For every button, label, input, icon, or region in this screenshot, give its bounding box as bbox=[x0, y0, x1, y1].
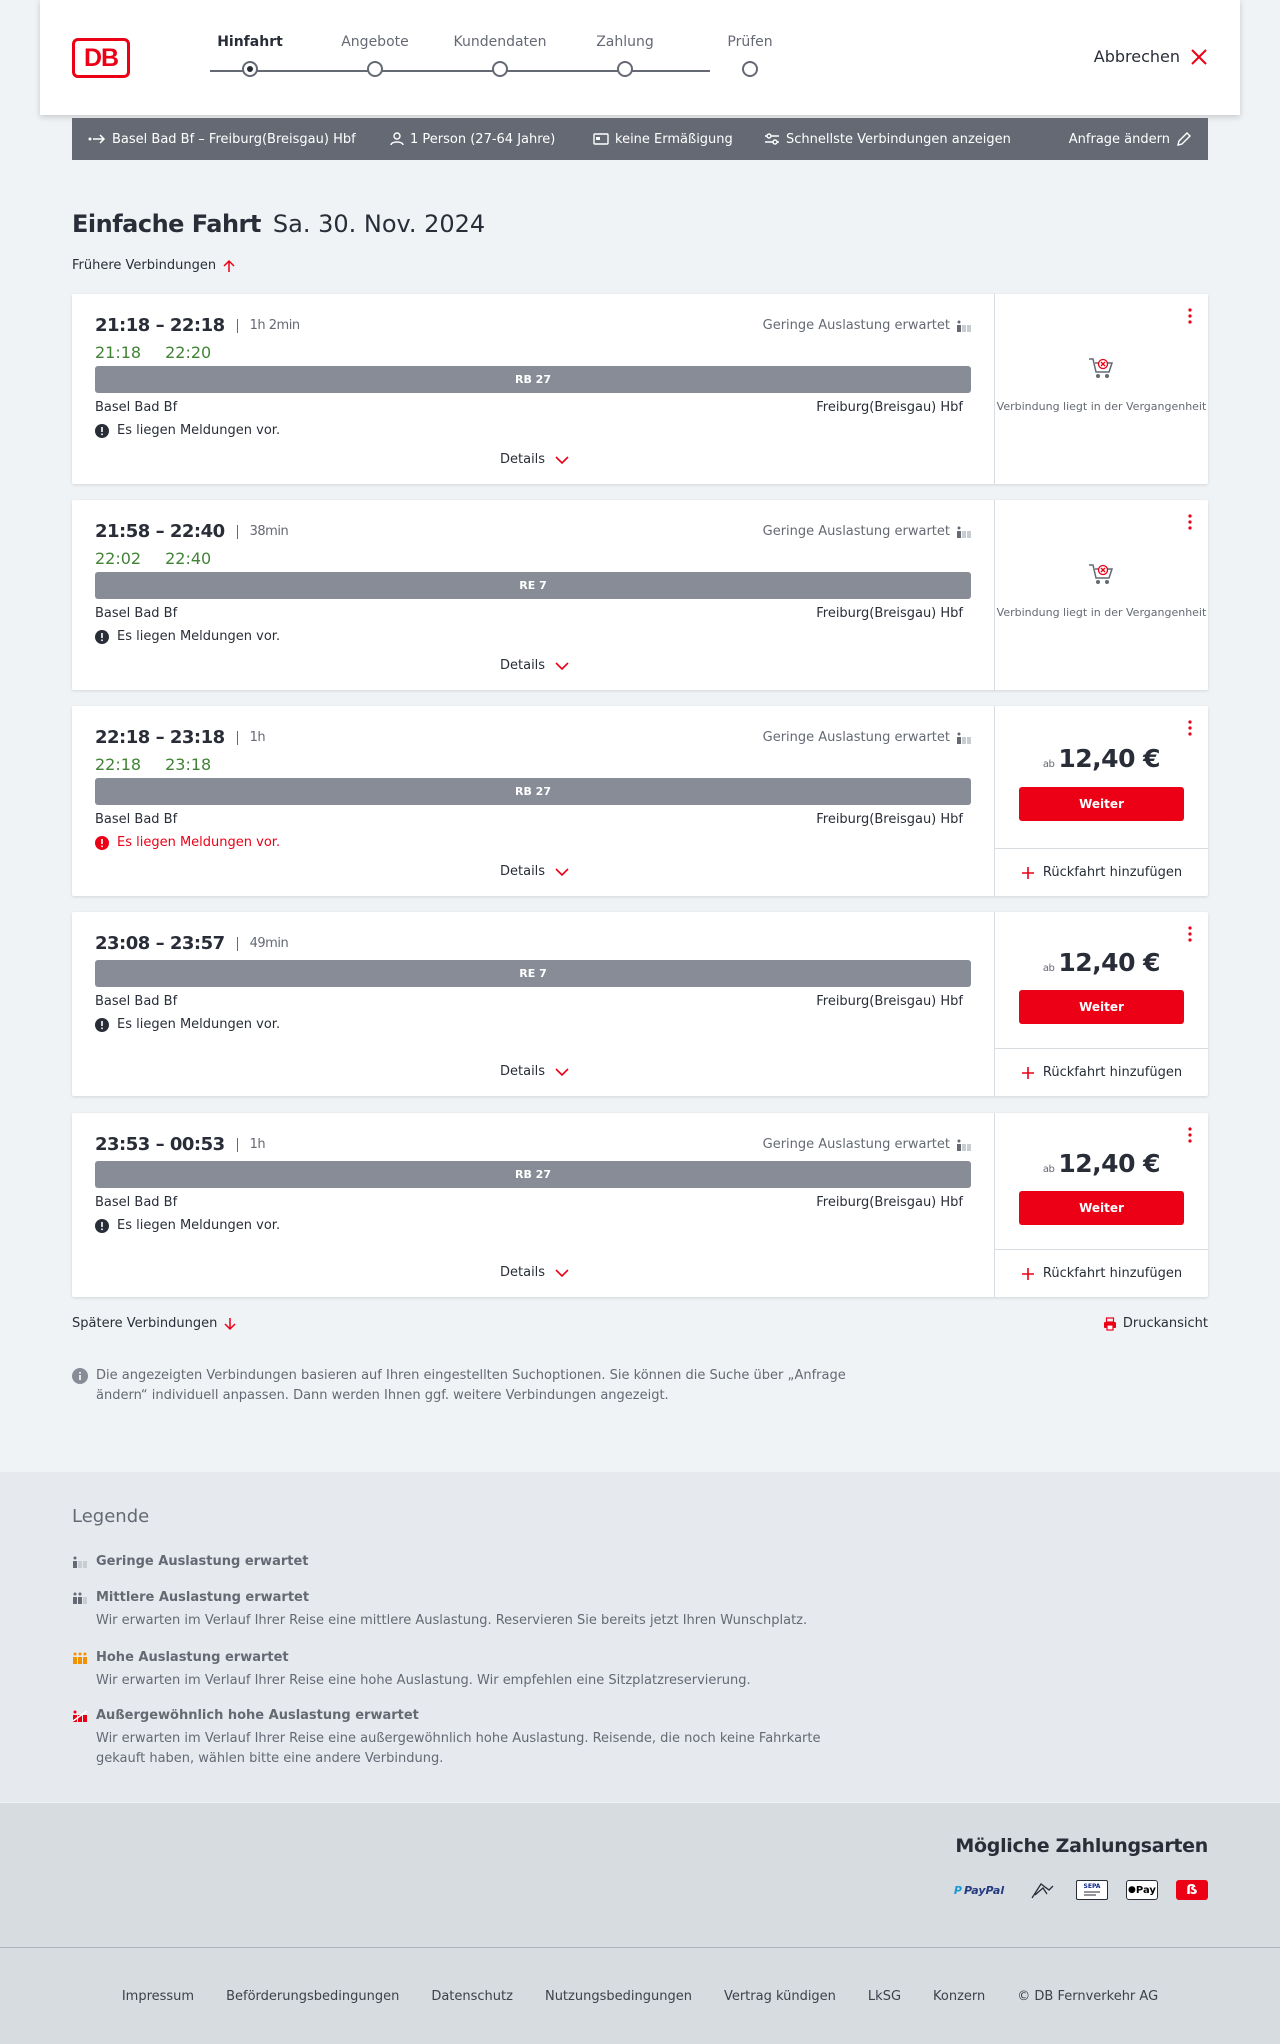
details-label: Details bbox=[500, 658, 546, 673]
legend-item-high bbox=[72, 1650, 856, 1691]
payment-title: Mögliche Zahlungsarten bbox=[955, 1835, 1208, 1857]
realtime-departure: 22:02 bbox=[95, 549, 142, 568]
step-dot bbox=[742, 61, 758, 77]
footer-link-lksg[interactable]: LkSG bbox=[867, 1988, 902, 2004]
sepa-icon bbox=[1076, 1880, 1108, 1900]
footer-link-befoerderung[interactable]: Beförderungsbedingungen bbox=[226, 1988, 400, 2004]
planned-times: 21:18 – 22:18 bbox=[95, 315, 225, 336]
price-value: 12,40 € bbox=[1058, 744, 1161, 773]
message-text: Es liegen Meldungen vor. bbox=[117, 423, 281, 438]
continue-button[interactable]: Weiter bbox=[1019, 787, 1184, 821]
later-connections-link[interactable] bbox=[72, 1316, 237, 1331]
add-return-label: Rückfahrt hinzufügen bbox=[1042, 865, 1183, 880]
details-toggle[interactable] bbox=[500, 1265, 569, 1280]
message-notice[interactable] bbox=[95, 629, 280, 644]
occupancy-low-icon bbox=[72, 1556, 88, 1568]
occupancy-extreme-icon bbox=[72, 1710, 88, 1722]
details-label: Details bbox=[500, 1265, 546, 1280]
alert-icon bbox=[95, 1018, 109, 1032]
chevron-down-icon bbox=[555, 662, 569, 670]
departure-station: Basel Bad Bf bbox=[95, 994, 178, 1009]
arrow-down-icon bbox=[223, 1317, 237, 1331]
price bbox=[995, 1149, 1208, 1178]
duration: 1h bbox=[237, 1138, 266, 1152]
info-notice bbox=[72, 1366, 852, 1406]
train-bar[interactable]: RB 27 bbox=[95, 1161, 971, 1188]
duration: 38min bbox=[237, 525, 289, 539]
cart-unavailable-icon bbox=[1088, 562, 1114, 586]
price-prefix: ab bbox=[1042, 1164, 1055, 1175]
message-text: Es liegen Meldungen vor. bbox=[117, 629, 281, 644]
occupancy-high-icon bbox=[72, 1652, 88, 1664]
discount-text: keine Ermäßigung bbox=[615, 131, 733, 147]
booking-header bbox=[40, 0, 1240, 115]
footer-link-datenschutz[interactable]: Datenschutz bbox=[431, 1988, 513, 2004]
occupancy-text: Geringe Auslastung erwartet bbox=[762, 524, 950, 539]
add-return-button[interactable] bbox=[995, 1249, 1208, 1297]
occupancy-low-icon bbox=[956, 526, 972, 538]
arrow-right-icon bbox=[88, 134, 106, 144]
card-divider bbox=[994, 294, 995, 484]
printer-icon bbox=[1103, 1317, 1117, 1331]
apple-pay-label: Pay bbox=[1135, 1884, 1156, 1896]
more-options-icon[interactable] bbox=[1188, 926, 1192, 942]
footer-link-nutzung[interactable]: Nutzungsbedingungen bbox=[544, 1988, 692, 2004]
legend-item-desc: Wir erwarten im Verlauf Ihrer Reise eine mittlere Auslastung. Reservieren Sie bereits jetzt Ihren Wunschplatz. bbox=[96, 1613, 808, 1628]
departure-station: Basel Bad Bf bbox=[95, 812, 178, 827]
legend-item-low bbox=[72, 1554, 309, 1569]
footer-link-impressum[interactable]: Impressum bbox=[121, 1988, 195, 2004]
details-toggle[interactable] bbox=[500, 1064, 569, 1079]
occupancy-info bbox=[652, 318, 972, 333]
price-prefix: ab bbox=[1042, 759, 1055, 770]
arrow-up-icon bbox=[222, 259, 236, 273]
step-dot bbox=[367, 61, 383, 77]
details-toggle[interactable] bbox=[500, 452, 569, 467]
connection-card[interactable] bbox=[72, 294, 1208, 484]
add-return-label: Rückfahrt hinzufügen bbox=[1042, 1065, 1183, 1080]
footer-copyright: © DB Fernverkehr AG bbox=[1017, 1988, 1159, 2004]
cancel-label: Abbrechen bbox=[1093, 47, 1180, 66]
message-notice[interactable] bbox=[95, 1218, 280, 1233]
card-divider bbox=[994, 500, 995, 690]
info-icon bbox=[72, 1368, 88, 1384]
legend-item-title: Geringe Auslastung erwartet bbox=[96, 1554, 309, 1569]
more-options-icon[interactable] bbox=[1188, 720, 1192, 736]
price-value: 12,40 € bbox=[1058, 1149, 1161, 1178]
person-icon bbox=[390, 132, 404, 146]
earlier-label: Frühere Verbindungen bbox=[72, 258, 217, 273]
connection-times bbox=[95, 1134, 265, 1155]
connection-times bbox=[95, 727, 265, 748]
legend-item-extreme bbox=[72, 1708, 856, 1769]
occupancy-info bbox=[652, 730, 972, 745]
step-label: Zahlung bbox=[596, 34, 654, 50]
realtime-arrival: 22:40 bbox=[165, 549, 212, 568]
past-connection-note: Verbindung liegt in der Vergangenheit bbox=[996, 606, 1207, 619]
price-value: 12,40 € bbox=[1058, 948, 1161, 977]
train-bar[interactable]: RE 7 bbox=[95, 572, 971, 599]
occupancy-text: Geringe Auslastung erwartet bbox=[762, 318, 950, 333]
planned-times: 23:53 – 00:53 bbox=[95, 1134, 225, 1155]
more-options-icon[interactable] bbox=[1188, 514, 1192, 530]
page-title bbox=[72, 210, 485, 238]
footer-link-kuendigen[interactable]: Vertrag kündigen bbox=[723, 1988, 836, 2004]
occupancy-low-icon bbox=[956, 732, 972, 744]
step-zahlung bbox=[560, 34, 690, 54]
realtime-arrival: 22:20 bbox=[165, 343, 212, 362]
info-text: Die angezeigten Verbindungen basieren auf Ihren eingestellten Suchoptionen. Sie können die Suche über „Anfrage ändern“ individuell anpassen. Dann werden Ihnen ggf. weitere Verbindungen angezeigt. bbox=[96, 1368, 846, 1403]
db-bonus-icon: ẞ bbox=[1176, 1880, 1208, 1900]
filter-summary[interactable] bbox=[764, 118, 1011, 160]
connection-times bbox=[95, 315, 300, 336]
realtime-departure: 21:18 bbox=[95, 343, 142, 362]
chevron-down-icon bbox=[555, 456, 569, 464]
add-return-button[interactable] bbox=[995, 848, 1208, 896]
arrival-station: Freiburg(Breisgau) Hbf bbox=[816, 400, 963, 415]
alert-icon bbox=[95, 424, 109, 438]
legend-item-title: Außergewöhnlich hohe Auslastung erwartet bbox=[96, 1708, 419, 1723]
cart-unavailable-icon bbox=[1088, 356, 1114, 380]
logo-text: DB bbox=[83, 43, 119, 72]
alert-icon bbox=[95, 836, 109, 850]
price bbox=[995, 744, 1208, 773]
occupancy-info bbox=[652, 1137, 972, 1152]
legend-section bbox=[0, 1472, 1280, 1802]
pencil-icon bbox=[1176, 131, 1192, 147]
message-text: Es liegen Meldungen vor. bbox=[117, 835, 281, 850]
discount-summary[interactable] bbox=[593, 118, 733, 160]
legend-item-title: Hohe Auslastung erwartet bbox=[96, 1650, 289, 1665]
route-summary[interactable] bbox=[88, 118, 356, 160]
step-dot-active bbox=[242, 61, 258, 77]
step-dot bbox=[492, 61, 508, 77]
sliders-icon bbox=[764, 132, 780, 146]
duration: 49min bbox=[237, 937, 289, 951]
connection-card[interactable] bbox=[72, 706, 1208, 896]
close-icon bbox=[1190, 48, 1208, 66]
realtime-departure: 22:18 bbox=[95, 755, 142, 774]
legend-item-desc: Wir erwarten im Verlauf Ihrer Reise eine außergewöhnlich hohe Auslastung. Reisende, die noch keine Fahrkarte gekauft haben, wählen bitte eine andere Verbindung. bbox=[96, 1731, 821, 1766]
continue-button[interactable]: Weiter bbox=[1019, 990, 1184, 1024]
connection-card[interactable] bbox=[72, 1113, 1208, 1297]
connection-card[interactable] bbox=[72, 912, 1208, 1096]
alert-icon bbox=[95, 630, 109, 644]
connection-times bbox=[95, 521, 288, 542]
departure-station: Basel Bad Bf bbox=[95, 606, 178, 621]
step-label: Prüfen bbox=[727, 34, 773, 50]
trip-type: Einfache Fahrt bbox=[72, 210, 261, 238]
details-label: Details bbox=[500, 452, 546, 467]
legend-item-title: Mittlere Auslastung erwartet bbox=[96, 1590, 310, 1605]
legend-title: Legende bbox=[72, 1506, 150, 1527]
duration: 1h 2min bbox=[237, 319, 300, 333]
step-pruefen bbox=[685, 34, 815, 54]
edit-request-label: Anfrage ändern bbox=[1068, 131, 1170, 147]
chevron-down-icon bbox=[555, 868, 569, 876]
add-return-button[interactable] bbox=[995, 1048, 1208, 1096]
details-label: Details bbox=[500, 1064, 546, 1079]
footer-link-konzern[interactable]: Konzern bbox=[933, 1988, 986, 2004]
progress-line bbox=[210, 70, 710, 72]
plus-icon bbox=[1021, 1267, 1035, 1281]
message-text: Es liegen Meldungen vor. bbox=[117, 1218, 281, 1233]
past-connection-note: Verbindung liegt in der Vergangenheit bbox=[996, 400, 1207, 413]
departure-station: Basel Bad Bf bbox=[95, 1195, 178, 1210]
realtime-times bbox=[95, 549, 211, 568]
more-options-icon[interactable] bbox=[1188, 1127, 1192, 1143]
step-angebote bbox=[310, 34, 440, 54]
message-notice[interactable] bbox=[95, 1017, 280, 1032]
add-return-label: Rückfahrt hinzufügen bbox=[1042, 1266, 1183, 1281]
arrival-station: Freiburg(Breisgau) Hbf bbox=[816, 606, 963, 621]
card-icon bbox=[593, 133, 609, 145]
arrival-station: Freiburg(Breisgau) Hbf bbox=[816, 994, 963, 1009]
message-notice[interactable] bbox=[95, 835, 280, 850]
price bbox=[995, 948, 1208, 977]
departure-station: Basel Bad Bf bbox=[95, 400, 178, 415]
paypal-label: PayPal bbox=[963, 1883, 1005, 1897]
plus-icon bbox=[1021, 1066, 1035, 1080]
legend-item-desc: Wir erwarten im Verlauf Ihrer Reise eine hohe Auslastung. Wir empfehlen eine Sitzplatzreservierung. bbox=[96, 1673, 751, 1688]
occupancy-text: Geringe Auslastung erwartet bbox=[762, 730, 950, 745]
traveller-summary[interactable] bbox=[390, 118, 555, 160]
details-toggle[interactable] bbox=[500, 864, 569, 879]
message-notice[interactable] bbox=[95, 423, 280, 438]
realtime-times bbox=[95, 343, 211, 362]
traveller-text: 1 Person (27-64 Jahre) bbox=[410, 131, 556, 147]
trip-date: Sa. 30. Nov. 2024 bbox=[272, 210, 486, 238]
payment-icons bbox=[950, 1880, 1208, 1900]
train-bar[interactable]: RE 7 bbox=[95, 960, 971, 987]
payment-methods-section bbox=[0, 1803, 1280, 1947]
connection-times bbox=[95, 933, 288, 954]
cancel-button[interactable] bbox=[1094, 47, 1208, 66]
alert-icon bbox=[95, 1219, 109, 1233]
occupancy-info bbox=[652, 524, 972, 539]
search-summary-bar bbox=[72, 118, 1208, 160]
duration: 1h bbox=[237, 731, 266, 745]
price-prefix: ab bbox=[1042, 963, 1055, 974]
planned-times: 22:18 – 23:18 bbox=[95, 727, 225, 748]
legend-item-medium bbox=[72, 1590, 856, 1631]
occupancy-low-icon bbox=[956, 320, 972, 332]
more-options-icon[interactable] bbox=[1188, 308, 1192, 324]
step-kundendaten bbox=[435, 34, 565, 54]
step-hinfahrt bbox=[185, 34, 315, 54]
db-logo[interactable] bbox=[72, 38, 130, 78]
route-text: Basel Bad Bf – Freiburg(Breisgau) Hbf bbox=[112, 131, 356, 147]
plus-icon bbox=[1021, 866, 1035, 880]
train-bar[interactable]: RB 27 bbox=[95, 366, 971, 393]
print-view-link[interactable] bbox=[1103, 1316, 1208, 1331]
print-label: Druckansicht bbox=[1122, 1316, 1208, 1331]
realtime-times bbox=[95, 755, 211, 774]
planned-times: 21:58 – 22:40 bbox=[95, 521, 225, 542]
details-label: Details bbox=[500, 864, 546, 879]
credit-card-icon bbox=[1026, 1880, 1058, 1900]
connection-card[interactable] bbox=[72, 500, 1208, 690]
occupancy-low-icon bbox=[956, 1139, 972, 1151]
later-label: Spätere Verbindungen bbox=[72, 1316, 218, 1331]
filter-text: Schnellste Verbindungen anzeigen bbox=[786, 131, 1011, 147]
planned-times: 23:08 – 23:57 bbox=[95, 933, 225, 954]
step-label: Angebote bbox=[341, 34, 409, 50]
occupancy-text: Geringe Auslastung erwartet bbox=[762, 1137, 950, 1152]
chevron-down-icon bbox=[555, 1269, 569, 1277]
realtime-arrival: 23:18 bbox=[165, 755, 212, 774]
train-bar[interactable]: RB 27 bbox=[95, 778, 971, 805]
continue-button[interactable]: Weiter bbox=[1019, 1191, 1184, 1225]
occupancy-medium-icon bbox=[72, 1592, 88, 1604]
message-text: Es liegen Meldungen vor. bbox=[117, 1017, 281, 1032]
footer bbox=[0, 1947, 1280, 2044]
step-dot bbox=[617, 61, 633, 77]
step-label: Kundendaten bbox=[453, 34, 547, 50]
apple-pay-icon: ● Pay bbox=[1126, 1880, 1158, 1900]
details-toggle[interactable] bbox=[500, 658, 569, 673]
arrival-station: Freiburg(Breisgau) Hbf bbox=[816, 1195, 963, 1210]
arrival-station: Freiburg(Breisgau) Hbf bbox=[816, 812, 963, 827]
chevron-down-icon bbox=[555, 1068, 569, 1076]
sepa-label: SEPA bbox=[1083, 1882, 1101, 1890]
earlier-connections-link[interactable] bbox=[72, 258, 236, 273]
paypal-icon: P PayPal bbox=[953, 1883, 1005, 1897]
edit-request-button[interactable] bbox=[1069, 118, 1192, 160]
step-label: Hinfahrt bbox=[217, 34, 283, 50]
